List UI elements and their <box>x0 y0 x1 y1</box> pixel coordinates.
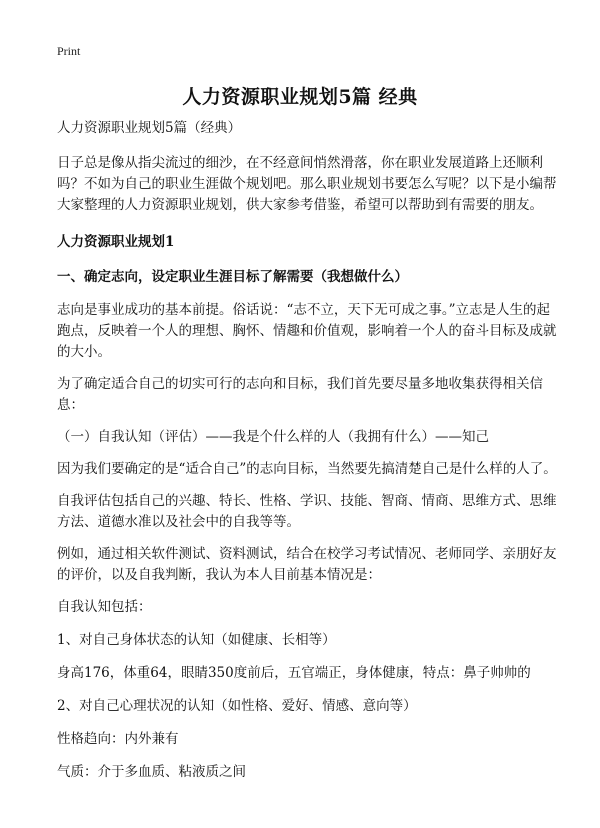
paragraph: 为了确定适合自己的切实可行的志向和目标，我们首先要尽量多地收集获得相关信息： <box>57 376 543 413</box>
paragraph: 2、对自己心理状况的认知（如性格、爱好、情感、意向等） <box>57 698 417 714</box>
paragraph: 自我认知包括： <box>57 599 152 615</box>
document-body <box>57 118 557 795</box>
paragraph: 例如，通过相关软件测试、资料测试，结合在校学习考试情况、老师同学、亲朋好友的评价，以及自我判断，我认为本人目前基本情况是： <box>57 546 557 583</box>
paragraph: 身高176，体重64，眼睛350度前后，五官端正，身体健康，特点：鼻子帅帅的 <box>57 665 531 681</box>
paragraph: 因为我们要确定的是“适合自己”的志向目标，当然要先搞清楚自己是什么样的人了。 <box>57 461 557 477</box>
paragraph: 性格趋向：内外兼有 <box>57 731 179 747</box>
part-heading: 一、确定志向，设定职业生涯目标了解需要（我想做什么） <box>57 269 408 285</box>
section-heading: 人力资源职业规划1 <box>57 234 175 250</box>
intro-paragraph: 日子总是像从指尖流过的细沙，在不经意间悄然滑落，你在职业发展道路上还顺利吗？不如为自己的职业生涯做个规划吧。那么职业规划书要怎么写呢？以下是小编帮大家整理的人力资源职业规划，供大家参考借鉴，希望可以帮助到有需要的朋友。 <box>57 155 557 213</box>
paragraph: 1、对自己身体状态的认知（如健康、长相等） <box>57 632 336 648</box>
print-label[interactable]: Print <box>57 44 81 58</box>
paragraph: （一）自我认知（评估）——我是个什么样的人（我拥有什么）——知己 <box>57 429 489 445</box>
paragraph: 志向是事业成功的基本前提。俗话说：“志不立，天下无可成之事。”立志是人生的起跑点，反映着一个人的理想、胸怀、情趣和价值观，影响着一个人的奋斗目标及成就的大小。 <box>57 302 557 360</box>
document-title: 人力资源职业规划5篇 经典 <box>182 86 418 108</box>
paragraph: 气质：介于多血质、粘液质之间 <box>57 764 246 780</box>
paragraph: 自我评估包括自己的兴趣、特长、性格、学识、技能、智商、情商、思维方式、思维方法、道德水准以及社会中的自我等等。 <box>57 493 557 530</box>
document-subtitle: 人力资源职业规划5篇（经典） <box>57 120 242 136</box>
